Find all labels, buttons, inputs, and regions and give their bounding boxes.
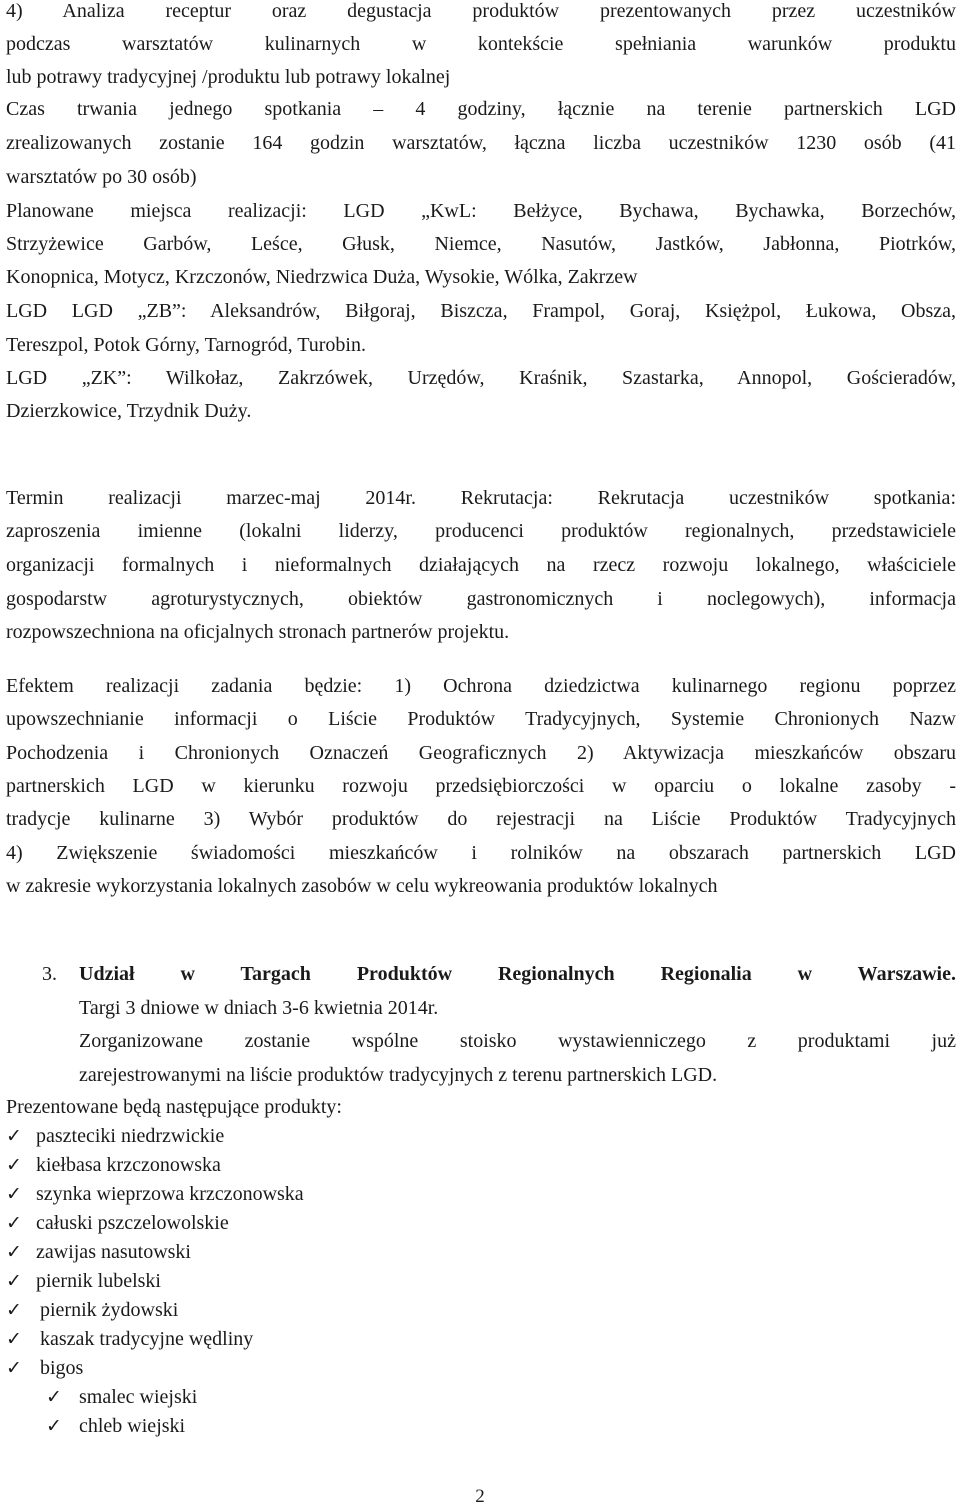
list-item (6, 1267, 161, 1296)
checkmark-icon: ✓ (46, 1415, 62, 1437)
list-item (6, 1122, 224, 1151)
checkmark-icon: ✓ (6, 1183, 22, 1205)
term-line: gospodarstw agroturystycznych, obiektów gastronomicznych i noclegowych), informacja (6, 588, 956, 610)
checkmark-icon: ✓ (6, 1270, 22, 1292)
section-3-line: zarejestrowanymi na liście produktów tradycyjnych z terenu partnerskich LGD. (79, 1064, 718, 1086)
effect-line: tradycje kulinarne 3) Wybór produktów do rejestracji na Liście Produktów Tradycyjnych (6, 808, 956, 830)
effect-line: w zakresie wykorzystania lokalnych zasobów w celu wykreowania produktów lokalnych (6, 875, 718, 897)
effect-line: partnerskich LGD w kierunku rozwoju przedsiębiorczości w oparciu o lokalne zasoby - (6, 775, 956, 797)
list-item (6, 1151, 221, 1180)
product-name: kiełbasa krzczonowska (36, 1154, 221, 1176)
product-name: szynka wieprzowa krzczonowska (36, 1183, 304, 1205)
section-4-line: podczas warsztatów kulinarnych w kontekście spełniania warunków produktu (6, 33, 956, 55)
term-line: rozpowszechniona na oficjalnych stronach partnerów projektu. (6, 621, 510, 643)
list-item (6, 1354, 83, 1383)
product-name: bigos (40, 1357, 84, 1379)
effect-line: 4) Zwiększenie świadomości mieszkańców i rolników na obszarach partnerskich LGD (6, 842, 956, 864)
checkmark-icon: ✓ (6, 1154, 22, 1176)
section-4-line: LGD LGD „ZB”: Aleksandrów, Biłgoraj, Biszcza, Frampol, Goraj, Księżpol, Łukowa, Obsza, (6, 300, 956, 322)
products-intro: Prezentowane będą następujące produkty: (6, 1096, 342, 1118)
checkmark-icon: ✓ (6, 1212, 22, 1234)
section-3-number: 3. (42, 963, 57, 985)
checkmark-icon: ✓ (6, 1125, 22, 1147)
section-4-line: Konopnica, Motycz, Krzczonów, Niedrzwica Duża, Wysokie, Wólka, Zakrzew (6, 266, 638, 288)
product-name: zawijas nasutowski (36, 1241, 191, 1263)
term-line: zaproszenia imienne (lokalni liderzy, producenci produktów regionalnych, przedstawiciele (6, 520, 956, 542)
list-item (46, 1383, 197, 1412)
section-4-line: Planowane miejsca realizacji: LGD „KwL: Bełżyce, Bychawa, Bychawka, Borzechów, (6, 200, 956, 222)
product-name: piernik lubelski (36, 1270, 161, 1292)
product-name: kaszak tradycyjne wędliny (40, 1328, 254, 1350)
section-3-heading: Udział w Targach Produktów Regionalnych Regionalia w Warszawie. (79, 963, 956, 985)
list-item (6, 1325, 253, 1354)
effect-line: Pochodzenia i Chronionych Oznaczeń Geograficznych 2) Aktywizacja mieszkańców obszaru (6, 742, 956, 764)
effect-line: Efektem realizacji zadania będzie: 1) Ochrona dziedzictwa kulinarnego regionu poprzez (6, 675, 956, 697)
page-number: 2 (475, 1486, 485, 1507)
section-4-line: zrealizowanych zostanie 164 godzin warsztatów, łączna liczba uczestników 1230 osób (41 (6, 132, 956, 154)
product-name: paszteciki niedrzwickie (36, 1125, 225, 1147)
checkmark-icon: ✓ (46, 1386, 62, 1408)
section-4-line: 4) Analiza receptur oraz degustacja produktów prezentowanych przez uczestników (6, 0, 956, 22)
list-item (46, 1412, 185, 1441)
section-4-line: Czas trwania jednego spotkania – 4 godziny, łącznie na terenie partnerskich LGD (6, 98, 956, 120)
checkmark-icon: ✓ (6, 1299, 22, 1321)
section-4-line: warsztatów po 30 osób) (6, 166, 197, 188)
section-3-line: Zorganizowane zostanie wspólne stoisko wystawienniczego z produktami już (79, 1030, 956, 1052)
section-4-line: lub potrawy tradycyjnej /produktu lub potrawy lokalnej (6, 66, 451, 88)
section-3-line: Targi 3 dniowe w dniach 3-6 kwietnia 2014r. (79, 997, 439, 1019)
checkmark-icon: ✓ (6, 1328, 22, 1350)
product-name: piernik żydowski (40, 1299, 179, 1321)
list-item (6, 1296, 178, 1325)
section-4-line: Dzierzkowice, Trzydnik Duży. (6, 400, 252, 422)
term-line: Termin realizacji marzec-maj 2014r. Rekrutacja: Rekrutacja uczestników spotkania: (6, 487, 956, 509)
product-name: chleb wiejski (79, 1415, 186, 1437)
checkmark-icon: ✓ (6, 1357, 22, 1379)
list-item (6, 1180, 304, 1209)
section-4-line: Strzyżewice Garbów, Leśce, Głusk, Niemce, Nasutów, Jastków, Jabłonna, Piotrków, (6, 233, 956, 255)
section-4-line: Tereszpol, Potok Górny, Tarnogród, Turobin. (6, 334, 366, 356)
section-4-line: LGD „ZK”: Wilkołaz, Zakrzówek, Urzędów, Kraśnik, Szastarka, Annopol, Gościeradów, (6, 367, 956, 389)
product-name: całuski pszczelowolskie (36, 1212, 229, 1234)
list-item (6, 1209, 229, 1238)
term-line: organizacji formalnych i nieformalnych działających na rzecz rozwoju lokalnego, właściciele (6, 554, 956, 576)
list-item (6, 1238, 191, 1267)
product-name: smalec wiejski (79, 1386, 198, 1408)
checkmark-icon: ✓ (6, 1241, 22, 1263)
effect-line: upowszechnianie informacji o Liście Produktów Tradycyjnych, Systemie Chronionych Nazw (6, 708, 956, 730)
